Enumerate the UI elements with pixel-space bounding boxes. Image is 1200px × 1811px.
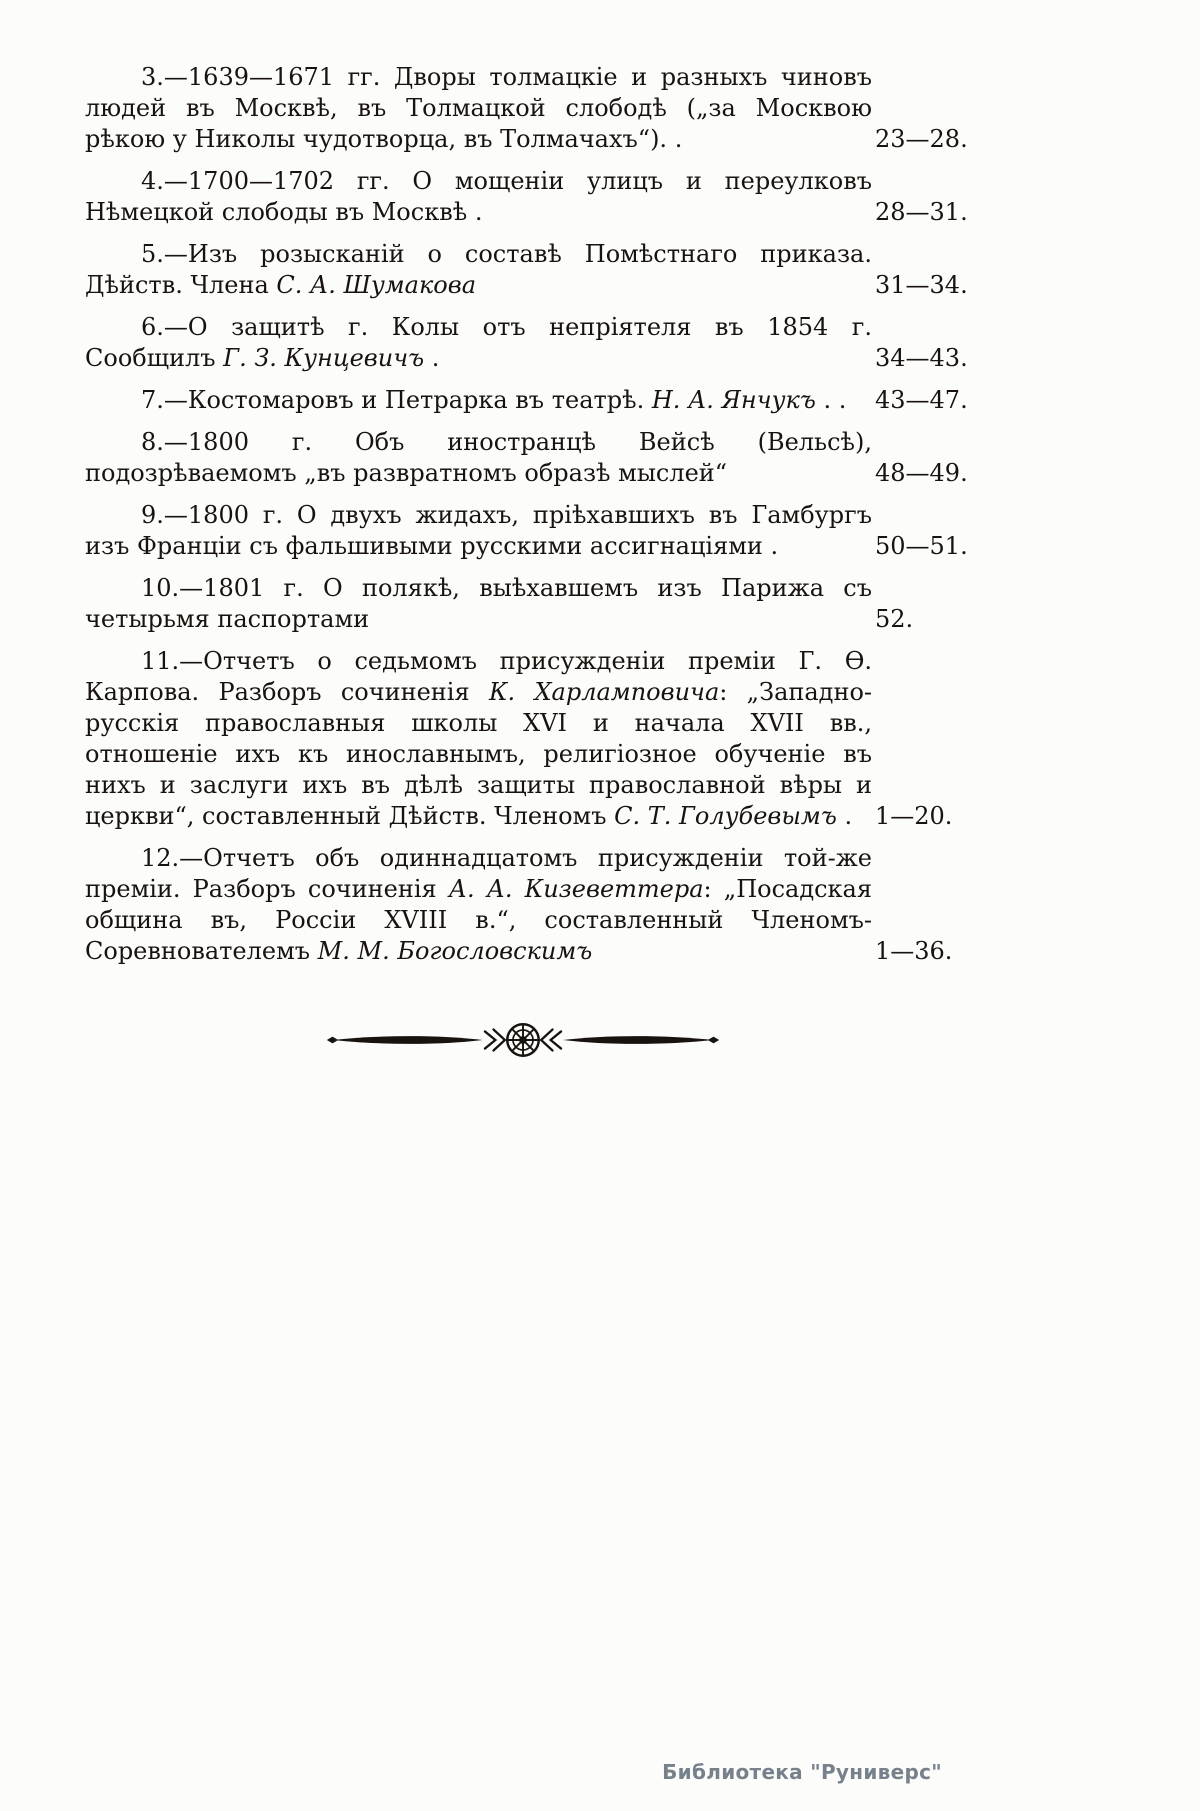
toc-entry	[85, 843, 960, 967]
page-number: 28—31.	[875, 198, 968, 226]
runivers-watermark: Библиотека "Руниверс"	[662, 1760, 942, 1784]
toc-entry	[85, 312, 968, 374]
toc-entry-text	[85, 574, 872, 633]
toc-entry-title: 3.—1639—1671 гг. Дворы толмацкіе и разныхъ чиновъ людей въ Москвѣ, въ Толмацкой слободѣ („за Москвою рѣкою у Николы чудотворца, въ Толмачахъ“). .	[85, 63, 872, 153]
toc-entry-title: 7.—Костомаровъ и Петрарка въ театрѣ.	[141, 386, 652, 414]
page-number: 1—20.	[875, 802, 953, 830]
page-number: 1—36.	[875, 937, 953, 965]
toc-entry-title: 6.—О защитѣ г. Колы отъ непріятеля въ 1854 г. Сообщилъ	[85, 313, 872, 372]
section-divider	[85, 1018, 960, 1066]
toc-entry-title: 5.—Изъ розысканій о составѣ Помѣстнаго приказа. Дѣйств. Члена	[85, 240, 872, 299]
toc-entry-title: .	[424, 344, 440, 372]
toc-entry-author: С. А. Шумакова	[276, 271, 477, 299]
toc-entry	[85, 573, 960, 635]
toc-entry-text	[85, 501, 872, 560]
toc-entry-title: 4.—1700—1702 гг. О мощеніи улицъ и переулковъ Нѣмецкой слободы въ Москвѣ .	[85, 167, 872, 226]
page-number: 34—43.	[875, 344, 968, 372]
page-number: 50—51.	[875, 532, 968, 560]
toc-entry-author: Н. А. Янчукъ	[651, 386, 816, 414]
toc-entry-author: С. Т. Голубевымъ	[614, 802, 837, 830]
toc-entry-text	[85, 647, 872, 830]
toc-entry-text	[85, 167, 872, 226]
toc-entry-text	[85, 428, 872, 487]
toc-entry-author: М. М. Богословскимъ	[317, 937, 593, 965]
toc-entry	[85, 166, 968, 228]
toc-entry-text	[85, 844, 872, 965]
table-of-contents	[85, 62, 968, 978]
toc-entry	[85, 385, 968, 416]
page-number: 48—49.	[875, 459, 968, 487]
page-number: 31—34.	[875, 271, 968, 299]
toc-entry-text	[85, 313, 872, 372]
page-number: 43—47.	[875, 386, 968, 414]
toc-entry	[85, 427, 968, 489]
toc-entry	[85, 500, 968, 562]
toc-entry-text	[85, 240, 872, 299]
toc-entry	[85, 646, 960, 832]
toc-entry-title: 9.—1800 г. О двухъ жидахъ, пріѣхавшихъ въ Гамбургъ изъ Франціи съ фальшивыми русскими ассигнаціями .	[85, 501, 872, 560]
wheel-ornament-icon	[323, 1018, 723, 1062]
toc-entry-title: . .	[815, 386, 847, 414]
toc-entry-title: 12.—Отчетъ объ одиннадцатомъ присужденіи той-же преміи. Разборъ сочиненія	[85, 844, 872, 903]
toc-entry-title: 10.—1801 г. О полякѣ, выѣхавшемъ изъ Парижа съ четырьмя паспортами	[85, 574, 872, 633]
toc-entry-title: 11.—Отчетъ о седьмомъ присужденіи преміи Г. Ѳ. Карпова. Разборъ сочиненія	[85, 647, 872, 706]
page-number: 52.	[875, 605, 914, 633]
toc-entry-text	[85, 63, 872, 153]
toc-entry-title: : „Западно-русскія православныя школы XVI и начала XVII вв., отношеніе ихъ къ инославнымъ, религіозное обученіе въ нихъ и заслуги ихъ въ дѣлѣ защиты православной вѣры и церкви“, составленный Дѣйств. Членомъ	[85, 678, 873, 830]
toc-entry-text	[141, 386, 846, 414]
page-number: 23—28.	[875, 125, 968, 153]
toc-entry	[85, 62, 968, 155]
toc-entry-title: 8.—1800 г. Объ иностранцѣ Вейсѣ (Вельсѣ), подозрѣваемомъ „въ развратномъ образѣ мыслей“	[85, 428, 872, 487]
toc-entry	[85, 239, 968, 301]
toc-entry-author: А. А. Кизеветтера	[448, 875, 704, 903]
toc-entry-author: К. Харламповича	[488, 678, 720, 706]
toc-entry-title: : „Посадская община въ, Россіи XVIII в.“, составленный Членомъ-Соревнователемъ	[85, 875, 872, 965]
toc-entry-author: Г. З. Кунцевичъ	[223, 344, 425, 372]
toc-entry-title: .	[836, 802, 853, 830]
